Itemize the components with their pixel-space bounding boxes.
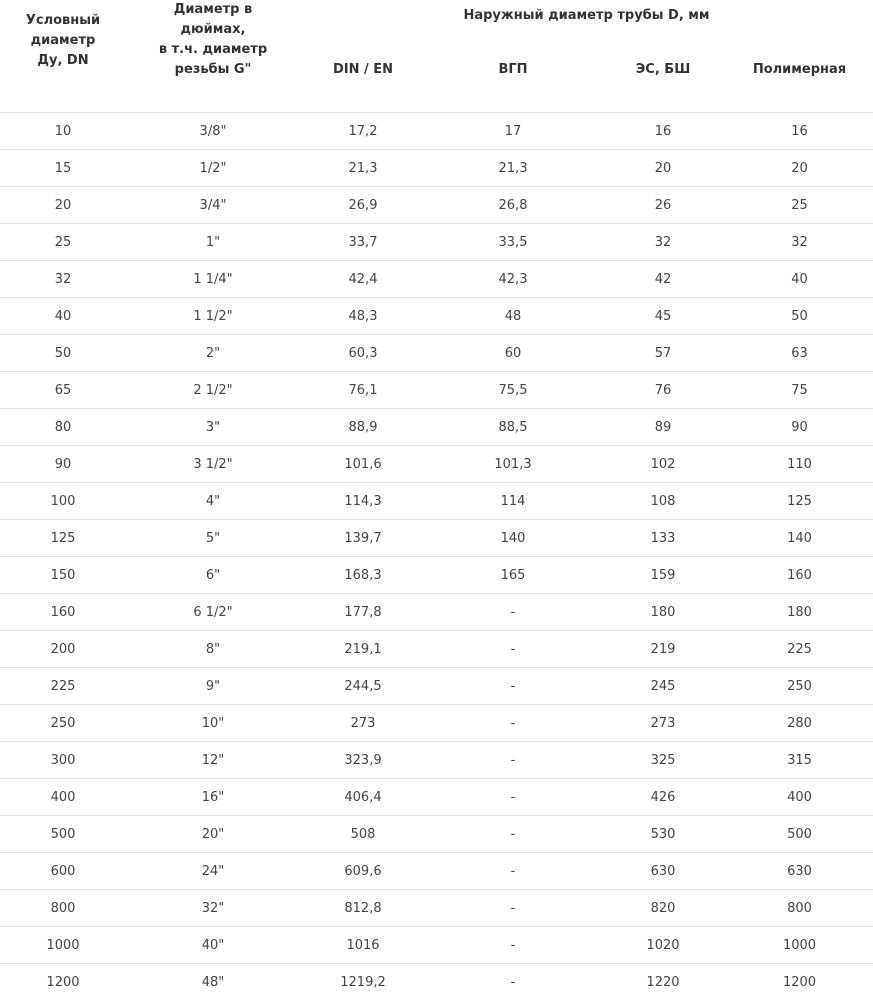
cell-din-en: 1219,2	[300, 964, 426, 1000]
cell-nominal-diameter: 600	[0, 853, 126, 890]
cell-inch-diameter: 48"	[126, 964, 300, 1000]
cell-es-bsh: 76	[600, 372, 726, 409]
header-polymer: Полимерная	[726, 42, 873, 113]
cell-es-bsh: 273	[600, 705, 726, 742]
header-line: Условный	[0, 11, 126, 31]
table-row	[0, 742, 873, 779]
cell-polymer: 63	[726, 335, 873, 372]
cell-es-bsh: 325	[600, 742, 726, 779]
cell-nominal-diameter: 90	[0, 446, 126, 483]
cell-din-en: 26,9	[300, 187, 426, 224]
cell-es-bsh: 102	[600, 446, 726, 483]
cell-inch-diameter: 20"	[126, 816, 300, 853]
table-row	[0, 298, 873, 335]
table-row	[0, 409, 873, 446]
cell-nominal-diameter: 150	[0, 557, 126, 594]
cell-vgp: -	[426, 816, 600, 853]
cell-polymer: 630	[726, 853, 873, 890]
cell-nominal-diameter: 100	[0, 483, 126, 520]
cell-polymer: 500	[726, 816, 873, 853]
cell-nominal-diameter: 1000	[0, 927, 126, 964]
cell-vgp: 88,5	[426, 409, 600, 446]
cell-vgp: -	[426, 927, 600, 964]
cell-es-bsh: 530	[600, 816, 726, 853]
cell-inch-diameter: 3/8"	[126, 113, 300, 150]
cell-din-en: 1016	[300, 927, 426, 964]
cell-vgp: -	[426, 705, 600, 742]
table-row	[0, 113, 873, 150]
cell-es-bsh: 20	[600, 150, 726, 187]
cell-inch-diameter: 3"	[126, 409, 300, 446]
cell-din-en: 139,7	[300, 520, 426, 557]
cell-din-en: 21,3	[300, 150, 426, 187]
cell-din-en: 508	[300, 816, 426, 853]
cell-vgp: 26,8	[426, 187, 600, 224]
header-line: диаметр	[0, 31, 126, 51]
cell-vgp: -	[426, 964, 600, 1000]
cell-inch-diameter: 10"	[126, 705, 300, 742]
table-row	[0, 890, 873, 927]
cell-polymer: 16	[726, 113, 873, 150]
cell-din-en: 168,3	[300, 557, 426, 594]
cell-es-bsh: 219	[600, 631, 726, 668]
cell-polymer: 90	[726, 409, 873, 446]
cell-polymer: 315	[726, 742, 873, 779]
cell-es-bsh: 108	[600, 483, 726, 520]
cell-nominal-diameter: 300	[0, 742, 126, 779]
table-row	[0, 224, 873, 261]
cell-es-bsh: 426	[600, 779, 726, 816]
cell-polymer: 125	[726, 483, 873, 520]
cell-nominal-diameter: 10	[0, 113, 126, 150]
cell-nominal-diameter: 50	[0, 335, 126, 372]
cell-polymer: 25	[726, 187, 873, 224]
cell-inch-diameter: 3 1/2"	[126, 446, 300, 483]
cell-vgp: -	[426, 594, 600, 631]
table-row	[0, 668, 873, 705]
header-row-1	[0, 0, 873, 42]
cell-inch-diameter: 2 1/2"	[126, 372, 300, 409]
cell-inch-diameter: 6"	[126, 557, 300, 594]
cell-polymer: 32	[726, 224, 873, 261]
cell-inch-diameter: 40"	[126, 927, 300, 964]
table-row	[0, 335, 873, 372]
header-outer-diameter-group: Наружный диаметр трубы D, мм	[300, 0, 873, 42]
cell-polymer: 400	[726, 779, 873, 816]
cell-vgp: 165	[426, 557, 600, 594]
cell-din-en: 60,3	[300, 335, 426, 372]
cell-vgp: -	[426, 890, 600, 927]
cell-polymer: 140	[726, 520, 873, 557]
header-inch-diameter	[126, 0, 300, 113]
cell-vgp: 33,5	[426, 224, 600, 261]
table-row	[0, 187, 873, 224]
cell-es-bsh: 32	[600, 224, 726, 261]
cell-es-bsh: 820	[600, 890, 726, 927]
cell-polymer: 75	[726, 372, 873, 409]
cell-es-bsh: 630	[600, 853, 726, 890]
cell-nominal-diameter: 65	[0, 372, 126, 409]
header-vgp: ВГП	[426, 42, 600, 113]
cell-din-en: 244,5	[300, 668, 426, 705]
cell-polymer: 280	[726, 705, 873, 742]
table-row	[0, 816, 873, 853]
cell-nominal-diameter: 200	[0, 631, 126, 668]
table-row	[0, 631, 873, 668]
cell-es-bsh: 89	[600, 409, 726, 446]
cell-es-bsh: 133	[600, 520, 726, 557]
cell-vgp: 114	[426, 483, 600, 520]
table-row	[0, 594, 873, 631]
cell-vgp: -	[426, 742, 600, 779]
cell-vgp: -	[426, 779, 600, 816]
table-row	[0, 261, 873, 298]
cell-din-en: 76,1	[300, 372, 426, 409]
cell-nominal-diameter: 20	[0, 187, 126, 224]
cell-nominal-diameter: 225	[0, 668, 126, 705]
cell-din-en: 177,8	[300, 594, 426, 631]
table-header	[0, 0, 873, 113]
cell-polymer: 160	[726, 557, 873, 594]
header-line: Диаметр в	[126, 0, 300, 20]
table-row	[0, 520, 873, 557]
table-row	[0, 557, 873, 594]
cell-inch-diameter: 1"	[126, 224, 300, 261]
table-row	[0, 150, 873, 187]
header-din-en: DIN / EN	[300, 42, 426, 113]
cell-inch-diameter: 4"	[126, 483, 300, 520]
cell-polymer: 110	[726, 446, 873, 483]
cell-es-bsh: 245	[600, 668, 726, 705]
cell-es-bsh: 180	[600, 594, 726, 631]
cell-din-en: 323,9	[300, 742, 426, 779]
cell-nominal-diameter: 125	[0, 520, 126, 557]
cell-inch-diameter: 16"	[126, 779, 300, 816]
cell-din-en: 273	[300, 705, 426, 742]
cell-inch-diameter: 3/4"	[126, 187, 300, 224]
header-line: резьбы G"	[126, 60, 300, 80]
cell-es-bsh: 159	[600, 557, 726, 594]
cell-din-en: 48,3	[300, 298, 426, 335]
cell-vgp: 42,3	[426, 261, 600, 298]
cell-polymer: 50	[726, 298, 873, 335]
cell-inch-diameter: 1/2"	[126, 150, 300, 187]
header-es-bsh: ЭС, БШ	[600, 42, 726, 113]
cell-polymer: 180	[726, 594, 873, 631]
cell-vgp: -	[426, 668, 600, 705]
cell-vgp: 140	[426, 520, 600, 557]
header-line: в т.ч. диаметр	[126, 40, 300, 60]
cell-vgp: -	[426, 631, 600, 668]
cell-nominal-diameter: 800	[0, 890, 126, 927]
table-row	[0, 705, 873, 742]
cell-vgp: 17	[426, 113, 600, 150]
cell-din-en: 114,3	[300, 483, 426, 520]
table-row	[0, 372, 873, 409]
cell-polymer: 250	[726, 668, 873, 705]
cell-din-en: 17,2	[300, 113, 426, 150]
cell-nominal-diameter: 25	[0, 224, 126, 261]
cell-es-bsh: 45	[600, 298, 726, 335]
cell-polymer: 40	[726, 261, 873, 298]
cell-inch-diameter: 5"	[126, 520, 300, 557]
cell-inch-diameter: 6 1/2"	[126, 594, 300, 631]
header-line: дюймах,	[126, 20, 300, 40]
header-line: Ду, DN	[0, 51, 126, 71]
cell-nominal-diameter: 80	[0, 409, 126, 446]
cell-es-bsh: 42	[600, 261, 726, 298]
cell-es-bsh: 16	[600, 113, 726, 150]
cell-din-en: 33,7	[300, 224, 426, 261]
table-row	[0, 853, 873, 890]
cell-nominal-diameter: 32	[0, 261, 126, 298]
cell-vgp: -	[426, 853, 600, 890]
cell-polymer: 800	[726, 890, 873, 927]
cell-es-bsh: 26	[600, 187, 726, 224]
cell-es-bsh: 1220	[600, 964, 726, 1000]
cell-inch-diameter: 1 1/2"	[126, 298, 300, 335]
table-row	[0, 483, 873, 520]
cell-inch-diameter: 9"	[126, 668, 300, 705]
cell-vgp: 101,3	[426, 446, 600, 483]
cell-inch-diameter: 8"	[126, 631, 300, 668]
cell-nominal-diameter: 400	[0, 779, 126, 816]
cell-inch-diameter: 32"	[126, 890, 300, 927]
table-row	[0, 927, 873, 964]
cell-inch-diameter: 24"	[126, 853, 300, 890]
cell-vgp: 21,3	[426, 150, 600, 187]
cell-inch-diameter: 1 1/4"	[126, 261, 300, 298]
table-row	[0, 779, 873, 816]
cell-es-bsh: 1020	[600, 927, 726, 964]
cell-vgp: 75,5	[426, 372, 600, 409]
cell-vgp: 60	[426, 335, 600, 372]
cell-din-en: 42,4	[300, 261, 426, 298]
cell-polymer: 20	[726, 150, 873, 187]
cell-din-en: 406,4	[300, 779, 426, 816]
cell-din-en: 88,9	[300, 409, 426, 446]
table-body	[0, 113, 873, 1000]
cell-es-bsh: 57	[600, 335, 726, 372]
cell-polymer: 225	[726, 631, 873, 668]
header-nominal-diameter	[0, 0, 126, 113]
cell-polymer: 1000	[726, 927, 873, 964]
cell-din-en: 219,1	[300, 631, 426, 668]
cell-nominal-diameter: 40	[0, 298, 126, 335]
cell-din-en: 812,8	[300, 890, 426, 927]
cell-nominal-diameter: 15	[0, 150, 126, 187]
cell-nominal-diameter: 500	[0, 816, 126, 853]
cell-inch-diameter: 12"	[126, 742, 300, 779]
cell-din-en: 609,6	[300, 853, 426, 890]
cell-din-en: 101,6	[300, 446, 426, 483]
cell-nominal-diameter: 250	[0, 705, 126, 742]
cell-polymer: 1200	[726, 964, 873, 1000]
cell-vgp: 48	[426, 298, 600, 335]
table-row	[0, 446, 873, 483]
cell-nominal-diameter: 160	[0, 594, 126, 631]
cell-nominal-diameter: 1200	[0, 964, 126, 1000]
cell-inch-diameter: 2"	[126, 335, 300, 372]
